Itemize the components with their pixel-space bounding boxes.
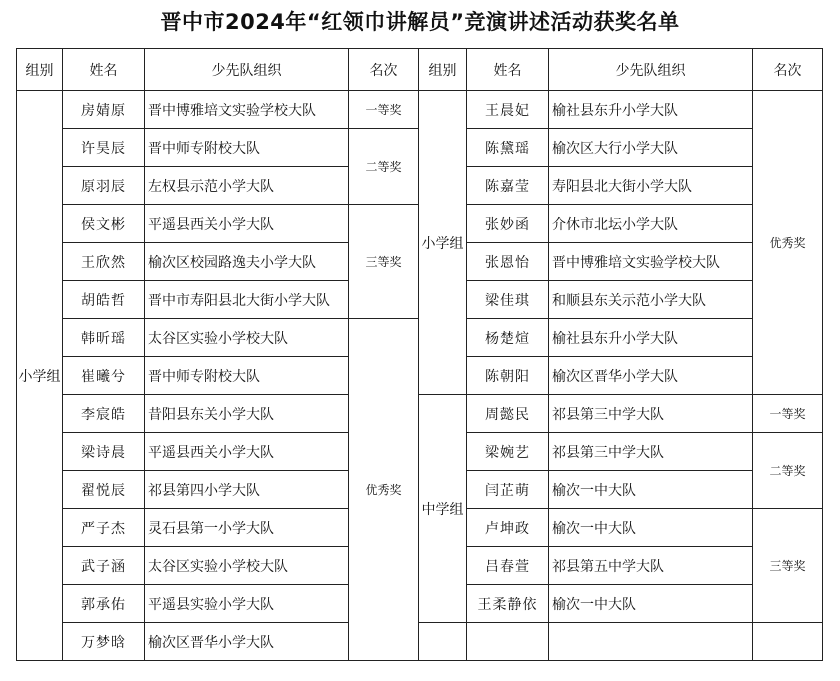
org-cell: 榆社县东升小学大队 xyxy=(549,319,753,357)
name-cell: 房婧原 xyxy=(63,91,145,129)
org-cell: 榆社县东升小学大队 xyxy=(549,91,753,129)
name-cell: 杨楚煊 xyxy=(467,319,549,357)
empty-cell xyxy=(753,623,823,661)
org-cell: 平遥县实验小学大队 xyxy=(145,585,349,623)
header-group: 组别 xyxy=(17,49,63,91)
org-cell: 晋中博雅培文实验学校大队 xyxy=(145,91,349,129)
name-cell: 张妙函 xyxy=(467,205,549,243)
empty-cell xyxy=(419,623,467,661)
group-cell: 小学组 xyxy=(17,91,63,661)
org-cell: 祁县第三中学大队 xyxy=(549,395,753,433)
org-cell: 和顺县东关示范小学大队 xyxy=(549,281,753,319)
name-cell: 严子杰 xyxy=(63,509,145,547)
header-rank: 名次 xyxy=(349,49,419,91)
name-cell: 许昊辰 xyxy=(63,129,145,167)
name-cell: 胡皓哲 xyxy=(63,281,145,319)
org-cell: 晋中师专附校大队 xyxy=(145,129,349,167)
empty-cell xyxy=(549,623,753,661)
award-cell: 一等奖 xyxy=(753,395,823,433)
org-cell: 榆次一中大队 xyxy=(549,509,753,547)
name-cell: 王晨妃 xyxy=(467,91,549,129)
page-title: 晋中市2024年“红领巾讲解员”竞演讲述活动获奖名单 xyxy=(160,10,680,34)
name-cell: 翟悦辰 xyxy=(63,471,145,509)
header-name: 姓名 xyxy=(467,49,549,91)
header-group: 组别 xyxy=(419,49,467,91)
org-cell: 晋中博雅培文实验学校大队 xyxy=(549,243,753,281)
header-name: 姓名 xyxy=(63,49,145,91)
org-cell: 祁县第三中学大队 xyxy=(549,433,753,471)
empty-cell xyxy=(467,623,549,661)
name-cell: 陈黛瑶 xyxy=(467,129,549,167)
name-cell: 闫芷萌 xyxy=(467,471,549,509)
header-organization: 少先队组织 xyxy=(145,49,349,91)
table-row xyxy=(17,623,823,661)
name-cell: 李宸皓 xyxy=(63,395,145,433)
org-cell: 晋中市寿阳县北大街小学大队 xyxy=(145,281,349,319)
name-cell: 侯文彬 xyxy=(63,205,145,243)
name-cell: 吕春萱 xyxy=(467,547,549,585)
org-cell: 榆次一中大队 xyxy=(549,585,753,623)
name-cell: 郭承佑 xyxy=(63,585,145,623)
name-cell: 韩昕瑶 xyxy=(63,319,145,357)
table-row xyxy=(17,395,823,433)
org-cell: 祁县第五中学大队 xyxy=(549,547,753,585)
name-cell: 陈嘉莹 xyxy=(467,167,549,205)
table-row xyxy=(17,91,823,129)
header-organization: 少先队组织 xyxy=(549,49,753,91)
org-cell: 寿阳县北大街小学大队 xyxy=(549,167,753,205)
award-cell: 二等奖 xyxy=(753,433,823,509)
name-cell: 张恩怡 xyxy=(467,243,549,281)
org-cell: 太谷区实验小学校大队 xyxy=(145,547,349,585)
header-rank: 名次 xyxy=(753,49,823,91)
name-cell: 梁婉艺 xyxy=(467,433,549,471)
org-cell: 榆次区晋华小学大队 xyxy=(549,357,753,395)
award-cell: 三等奖 xyxy=(753,509,823,623)
name-cell: 梁佳琪 xyxy=(467,281,549,319)
org-cell: 太谷区实验小学校大队 xyxy=(145,319,349,357)
org-cell: 祁县第四小学大队 xyxy=(145,471,349,509)
award-cell: 二等奖 xyxy=(349,129,419,205)
group-cell: 中学组 xyxy=(419,395,467,623)
org-cell: 榆次区大行小学大队 xyxy=(549,129,753,167)
name-cell: 万梦晗 xyxy=(63,623,145,661)
award-cell: 三等奖 xyxy=(349,205,419,319)
name-cell: 王欣然 xyxy=(63,243,145,281)
award-cell: 一等奖 xyxy=(349,91,419,129)
org-cell: 平遥县西关小学大队 xyxy=(145,433,349,471)
name-cell: 崔曦兮 xyxy=(63,357,145,395)
org-cell: 昔阳县东关小学大队 xyxy=(145,395,349,433)
name-cell: 卢坤政 xyxy=(467,509,549,547)
name-cell: 周懿民 xyxy=(467,395,549,433)
org-cell: 榆次区校园路逸夫小学大队 xyxy=(145,243,349,281)
name-cell: 原羽辰 xyxy=(63,167,145,205)
org-cell: 左权县示范小学大队 xyxy=(145,167,349,205)
header-row xyxy=(17,49,823,91)
name-cell: 梁诗晨 xyxy=(63,433,145,471)
name-cell: 陈朝阳 xyxy=(467,357,549,395)
award-cell: 优秀奖 xyxy=(349,319,419,661)
name-cell: 王柔静依 xyxy=(467,585,549,623)
org-cell: 榆次一中大队 xyxy=(549,471,753,509)
award-cell: 优秀奖 xyxy=(753,91,823,395)
group-cell: 小学组 xyxy=(419,91,467,395)
org-cell: 晋中师专附校大队 xyxy=(145,357,349,395)
award-table xyxy=(16,48,823,661)
org-cell: 灵石县第一小学大队 xyxy=(145,509,349,547)
name-cell: 武子涵 xyxy=(63,547,145,585)
org-cell: 榆次区晋华小学大队 xyxy=(145,623,349,661)
org-cell: 介休市北坛小学大队 xyxy=(549,205,753,243)
org-cell: 平遥县西关小学大队 xyxy=(145,205,349,243)
